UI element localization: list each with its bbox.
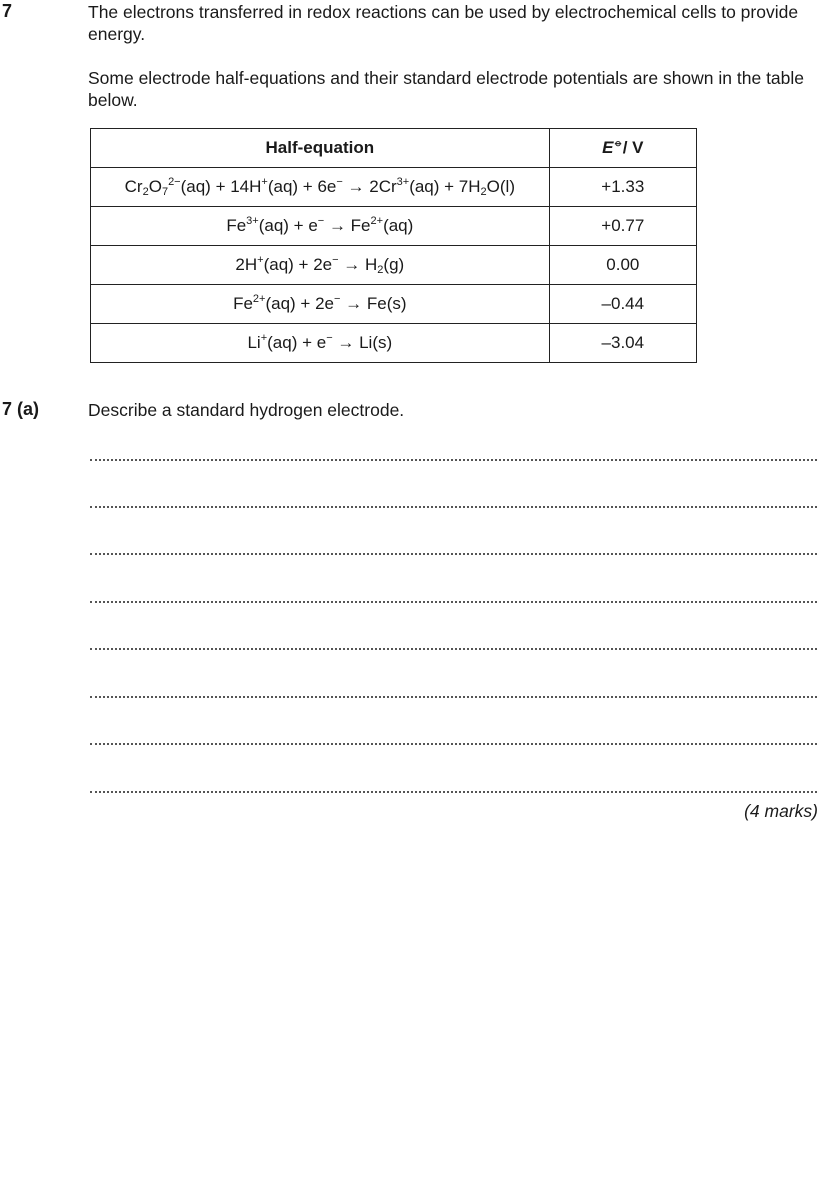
potential-cell: +0.77	[549, 207, 696, 246]
half-equation-header: Half-equation	[91, 129, 550, 168]
half-equation-cell: Li+(aq) + e− → Li(s)	[91, 324, 550, 363]
half-equation-cell: $Cr_2O_7^{2-}(aq) + 14H^+(aq) + 6e^- \to 2Cr^{3+}(aq) + 7H_2O(l)$	[91, 168, 550, 207]
table-row	[91, 246, 697, 285]
potential-cell: –0.44	[549, 285, 696, 324]
answer-line[interactable]	[90, 506, 817, 508]
potential-unit: / V	[622, 138, 644, 157]
potential-cell: –3.04	[549, 324, 696, 363]
table-row	[91, 207, 697, 246]
answer-line[interactable]	[90, 696, 817, 698]
table-row	[91, 168, 697, 207]
answer-line[interactable]	[90, 553, 817, 555]
table-row	[91, 324, 697, 363]
answer-line[interactable]	[90, 648, 817, 650]
potential-symbol: E	[602, 138, 614, 157]
potential-header	[549, 129, 696, 168]
question-number: 7	[2, 1, 13, 21]
electrode-potential-table	[90, 128, 697, 363]
table-row	[91, 285, 697, 324]
answer-line[interactable]	[90, 459, 817, 461]
answer-line[interactable]	[90, 601, 817, 603]
half-equation-cell: $Fe^{3+}(aq) + e^- \to Fe^{2+}(aq)$	[91, 207, 550, 246]
half-equation-cell: $2H^+(aq) + 2e^- \to H_2(g)$	[91, 246, 550, 285]
standard-state-symbol: ⦵	[613, 137, 623, 149]
answer-line[interactable]	[90, 791, 817, 793]
half-equation-cell: $Fe^{2+}(aq) + 2e^- \to Fe(s)$	[91, 285, 550, 324]
answer-line[interactable]	[90, 743, 817, 745]
marks-allocation: (4 marks)	[744, 801, 818, 821]
potential-cell: 0.00	[549, 246, 696, 285]
table-header-row	[91, 129, 697, 168]
table-intro-text: Some electrode half-equations and their standard electrode potentials are shown in the table below.	[88, 68, 805, 110]
potential-cell: +1.33	[549, 168, 696, 207]
part-a-prompt: Describe a standard hydrogen electrode.	[88, 400, 405, 420]
question-intro-text: The electrons transferred in redox reactions can be used by electrochemical cells to provide energy.	[88, 2, 799, 44]
part-a-label: 7 (a)	[2, 399, 40, 419]
